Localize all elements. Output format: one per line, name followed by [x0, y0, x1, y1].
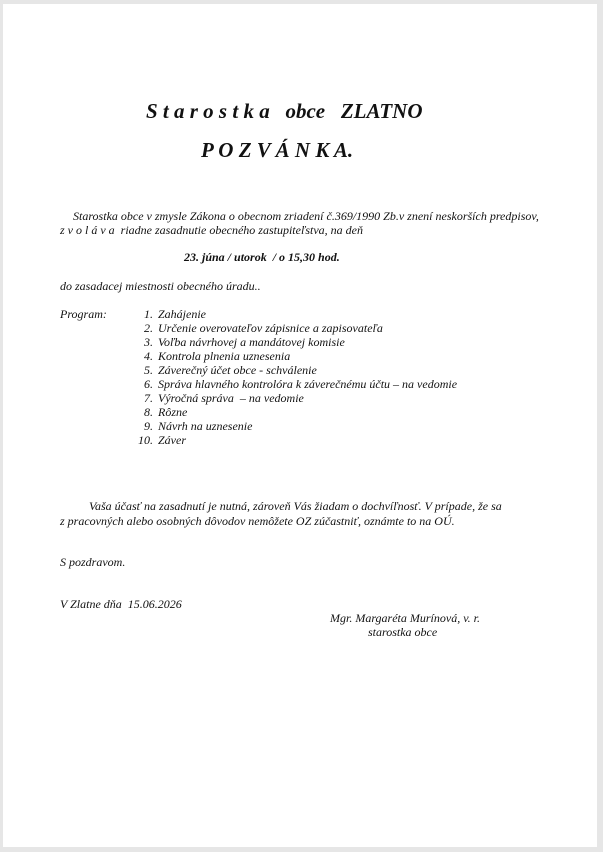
program-label: Program: [60, 307, 107, 321]
program-item-text: Správa hlavného kontrolóra k záverečnému účtu – na vedomie [158, 377, 458, 391]
program-item [131, 349, 471, 363]
program-item-number: 5. [144, 363, 153, 377]
signer-name: Mgr. Margaréta Murínová, v. r. [330, 611, 480, 625]
program-item [131, 307, 471, 321]
program-item-text: Určenie overovateľov zápisnice a zapisovateľa [158, 321, 383, 335]
program-item [131, 433, 471, 447]
document-page [3, 4, 597, 847]
program-item-text: Návrh na uznesenie [158, 419, 253, 433]
program-item-text: Kontrola plnenia uznesenia [158, 349, 291, 363]
program-item-number: 3. [144, 335, 153, 349]
program-item-number: 6. [144, 377, 153, 391]
program-item-number: 10. [138, 433, 153, 447]
program-item-text: Záverečný účet obce - schválenie [158, 363, 317, 377]
program-item [131, 363, 471, 377]
program-item-number: 4. [144, 349, 153, 363]
program-item [131, 405, 471, 419]
signer-title: starostka obce [368, 625, 438, 639]
program-item-number: 1. [144, 307, 153, 321]
greeting: S pozdravom. [60, 555, 126, 569]
intro-paragraph-line-1: Starostka obce v zmysle Zákona o obecnom zriadení č.369/1990 Zb.v znení neskorších predpisov, [73, 209, 539, 223]
program-item-text: Rôzne [158, 405, 188, 419]
program-item [131, 391, 471, 405]
program-item-text: Voľba návrhovej a mandátovej komisie [158, 335, 345, 349]
meeting-location: do zasadacej miestnosti obecného úradu.. [60, 279, 261, 293]
intro-paragraph-line-2: z v o l á v a riadne zasadnutie obecného zastupiteľstva, na deň [60, 223, 363, 237]
program-item [131, 419, 471, 433]
program-item-number: 9. [144, 419, 153, 433]
program-item [131, 377, 471, 391]
program-item [131, 321, 471, 335]
document-title: S t a r o s t k a obce ZLATNO [146, 99, 423, 123]
program-item-number: 8. [144, 405, 153, 419]
program-item-text: Výročná správa – na vedomie [158, 391, 304, 405]
invitation-heading: P O Z V Á N K A. [201, 138, 354, 162]
meeting-date: 23. júna / utorok / o 15,30 hod. [184, 250, 340, 264]
notice-paragraph-line-1: Vaša účasť na zasadnutí je nutná, zároveň Vás žiadam o dochvíľnosť. V prípade, že sa [89, 499, 502, 513]
program-item-text: Zahájenie [158, 307, 206, 321]
program-item-number: 7. [144, 391, 153, 405]
program-item [131, 335, 471, 349]
place-and-date: V Zlatne dňa 15.06.2026 [60, 597, 182, 611]
program-item-text: Záver [158, 433, 186, 447]
notice-paragraph-line-2: z pracovných alebo osobných dôvodov nemôžete OZ zúčastniť, oznámte to na OÚ. [60, 514, 455, 528]
program-item-number: 2. [144, 321, 153, 335]
